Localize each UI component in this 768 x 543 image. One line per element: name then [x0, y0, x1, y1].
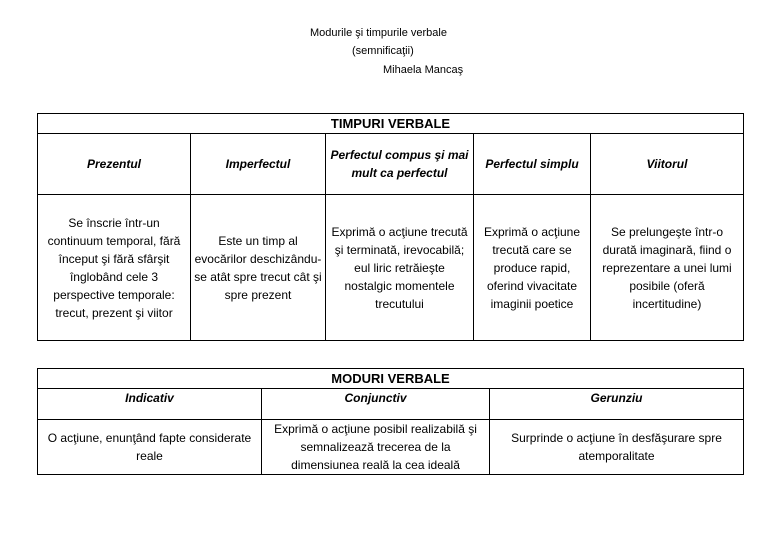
moduri-cell-conjunctiv: Exprimă o acţiune posibil realizabilă şi semnalizează trecerea de la dimensiunea reală la cea ideală: [262, 420, 490, 475]
timpuri-header-prezentul: Prezentul: [38, 134, 191, 195]
document-subtitle: (semnificaţii): [352, 45, 414, 57]
timpuri-table-title: TIMPURI VERBALE: [38, 114, 744, 134]
document-author: Mihaela Mancaş: [383, 64, 464, 76]
moduri-header-gerunziu: Gerunziu: [490, 389, 744, 420]
moduri-cell-gerunziu: Surprinde o acţiune în desfăşurare spre atemporalitate: [490, 420, 744, 475]
document-title: Modurile şi timpurile verbale: [310, 27, 447, 39]
timpuri-header-perfectul-compus: Perfectul compus şi mai mult ca perfectul: [326, 134, 474, 195]
timpuri-cell-prezentul: Se înscrie într-un continuum temporal, fără început şi fără sfârşit înglobând cele 3 perspective temporale: trecut, prezent şi viitor: [38, 195, 191, 341]
moduri-header-indicativ: Indicativ: [38, 389, 262, 420]
timpuri-cell-viitorul: Se prelungeşte într-o durată imaginară, fiind o reprezentare a unei lumi posibile (oferă incertitudine): [591, 195, 744, 341]
timpuri-cell-imperfectul: Este un timp al evocărilor deschizându-se atât spre trecut cât şi spre prezent: [191, 195, 326, 341]
timpuri-header-imperfectul: Imperfectul: [191, 134, 326, 195]
timpuri-header-viitorul: Viitorul: [591, 134, 744, 195]
moduri-verbale-table: [37, 368, 744, 475]
timpuri-cell-perfectul-compus: Exprimă o acţiune trecută şi terminată, irevocabilă; eul liric retrăieşte nostalgic momentele trecutului: [326, 195, 474, 341]
moduri-table-title: MODURI VERBALE: [38, 369, 744, 389]
moduri-cell-indicativ: O acţiune, enunţând fapte considerate reale: [38, 420, 262, 475]
timpuri-cell-perfectul-simplu: Exprimă o acţiune trecută care se produce rapid, oferind vivacitate imaginii poetice: [474, 195, 591, 341]
timpuri-header-perfectul-simplu: Perfectul simplu: [474, 134, 591, 195]
timpuri-verbale-table: [37, 113, 744, 341]
moduri-header-conjunctiv: Conjunctiv: [262, 389, 490, 420]
